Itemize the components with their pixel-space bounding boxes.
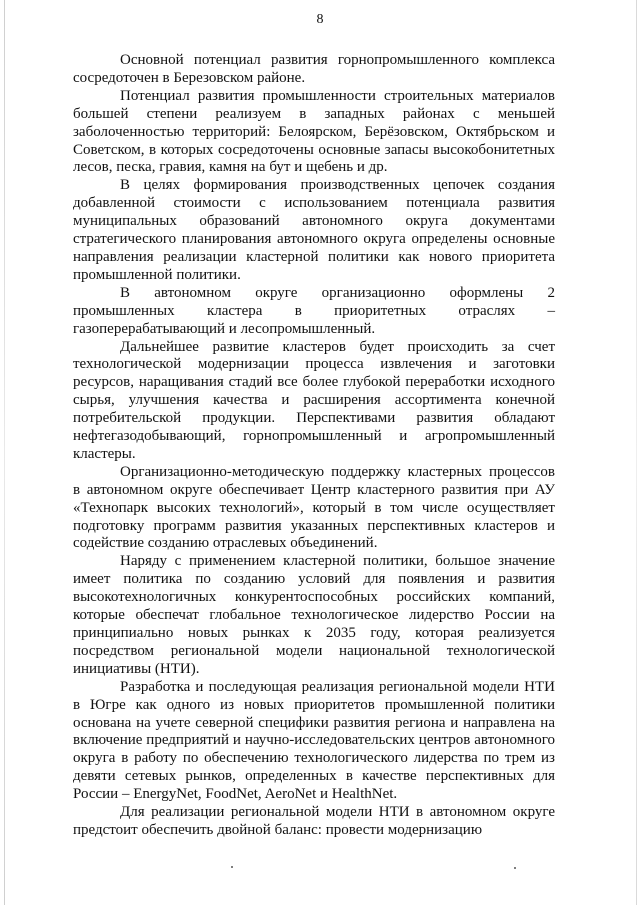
paragraph-cluster-support: Организационно-методическую поддержку кластерных процессов в автономном округе обеспечивает Центр кластерного развития при АУ «Технопарк высоких технологий», который в том числе осуществляет подготовку программ развития указанных перспективных кластеров и содействие созданию отраслевых объединений. <box>73 463 555 552</box>
paragraph-double-balance: Для реализации региональной модели НТИ в автономном округе предстоит обеспечить двойной баланс: провести модернизацию <box>73 804 555 838</box>
paragraph-cluster-development: Дальнейшее развитие кластеров будет происходить за счет технологической модернизации процесса извлечения и заготовки ресурсов, наращивания стадий все более глубокой переработки исходного сырья, улучшения качества и расширения ассортимента конечной потребительской продукции. Перспективами развития обладают нефтегазодобывающий, горнопромышленный и агропромышленный кластеры. <box>73 338 555 462</box>
paragraph-clusters-formed: В автономном округе организационно оформлены 2 промышленных кластера в приоритетных отраслях – газоперерабатывающий и лесопромышленный. <box>73 284 555 337</box>
scan-speck <box>514 867 516 869</box>
paragraph-mining-potential: Основной потенциал развития горнопромышленного комплекса сосредоточен в Березовском районе. <box>73 52 555 86</box>
scan-speck <box>231 866 233 868</box>
paragraph-building-materials: Потенциал развития промышленности строительных материалов большей степени реализуем в западных районах с меньшей заболоченностью территорий: Белоярском, Берёзовском, Октябрьском и Советском, в которых сосредоточены основные запасы высокобонитетных лесов, песка, гравия, камня на бут и щебень и др. <box>73 87 555 176</box>
page-number: 8 <box>316 12 324 27</box>
paragraph-value-chains: В целях формирования производственных цепочек создания добавленной стоимости с использованием потенциала развития муниципальных образований автономного округа документами стратегического планирования автономного округа определены основные направления реализации кластерной политики как нового приоритета промышленной политики. <box>73 177 555 283</box>
paragraph-nti-model: Разработка и последующая реализация региональной модели НТИ в Югре как одного из новых приоритетов промышленной политики основана на учете северной специфики развития региона и направлена на включение предприятий и научно-исследовательских центров автономного округа в работу по обеспечению технологического лидерства по трем из девяти сетевых рынков, определенных в качестве перспективных для России – EnergyNet, FoodNet, AeroNet и HealthNet. <box>73 678 555 803</box>
scan-edge-left <box>4 0 5 905</box>
scan-edge-right <box>636 0 637 905</box>
paragraph-nti-policy: Наряду с применением кластерной политики, большое значение имеет политика по созданию условий для появления и развития высокотехнологичных конкурентоспособных российских компаний, которые обеспечат глобальное технологическое лидерство России на принципиально новых рынках к 2035 году, которая реализуется посредством региональной модели национальной технологической инициативы (НТИ). <box>73 553 555 677</box>
document-body <box>73 52 555 840</box>
